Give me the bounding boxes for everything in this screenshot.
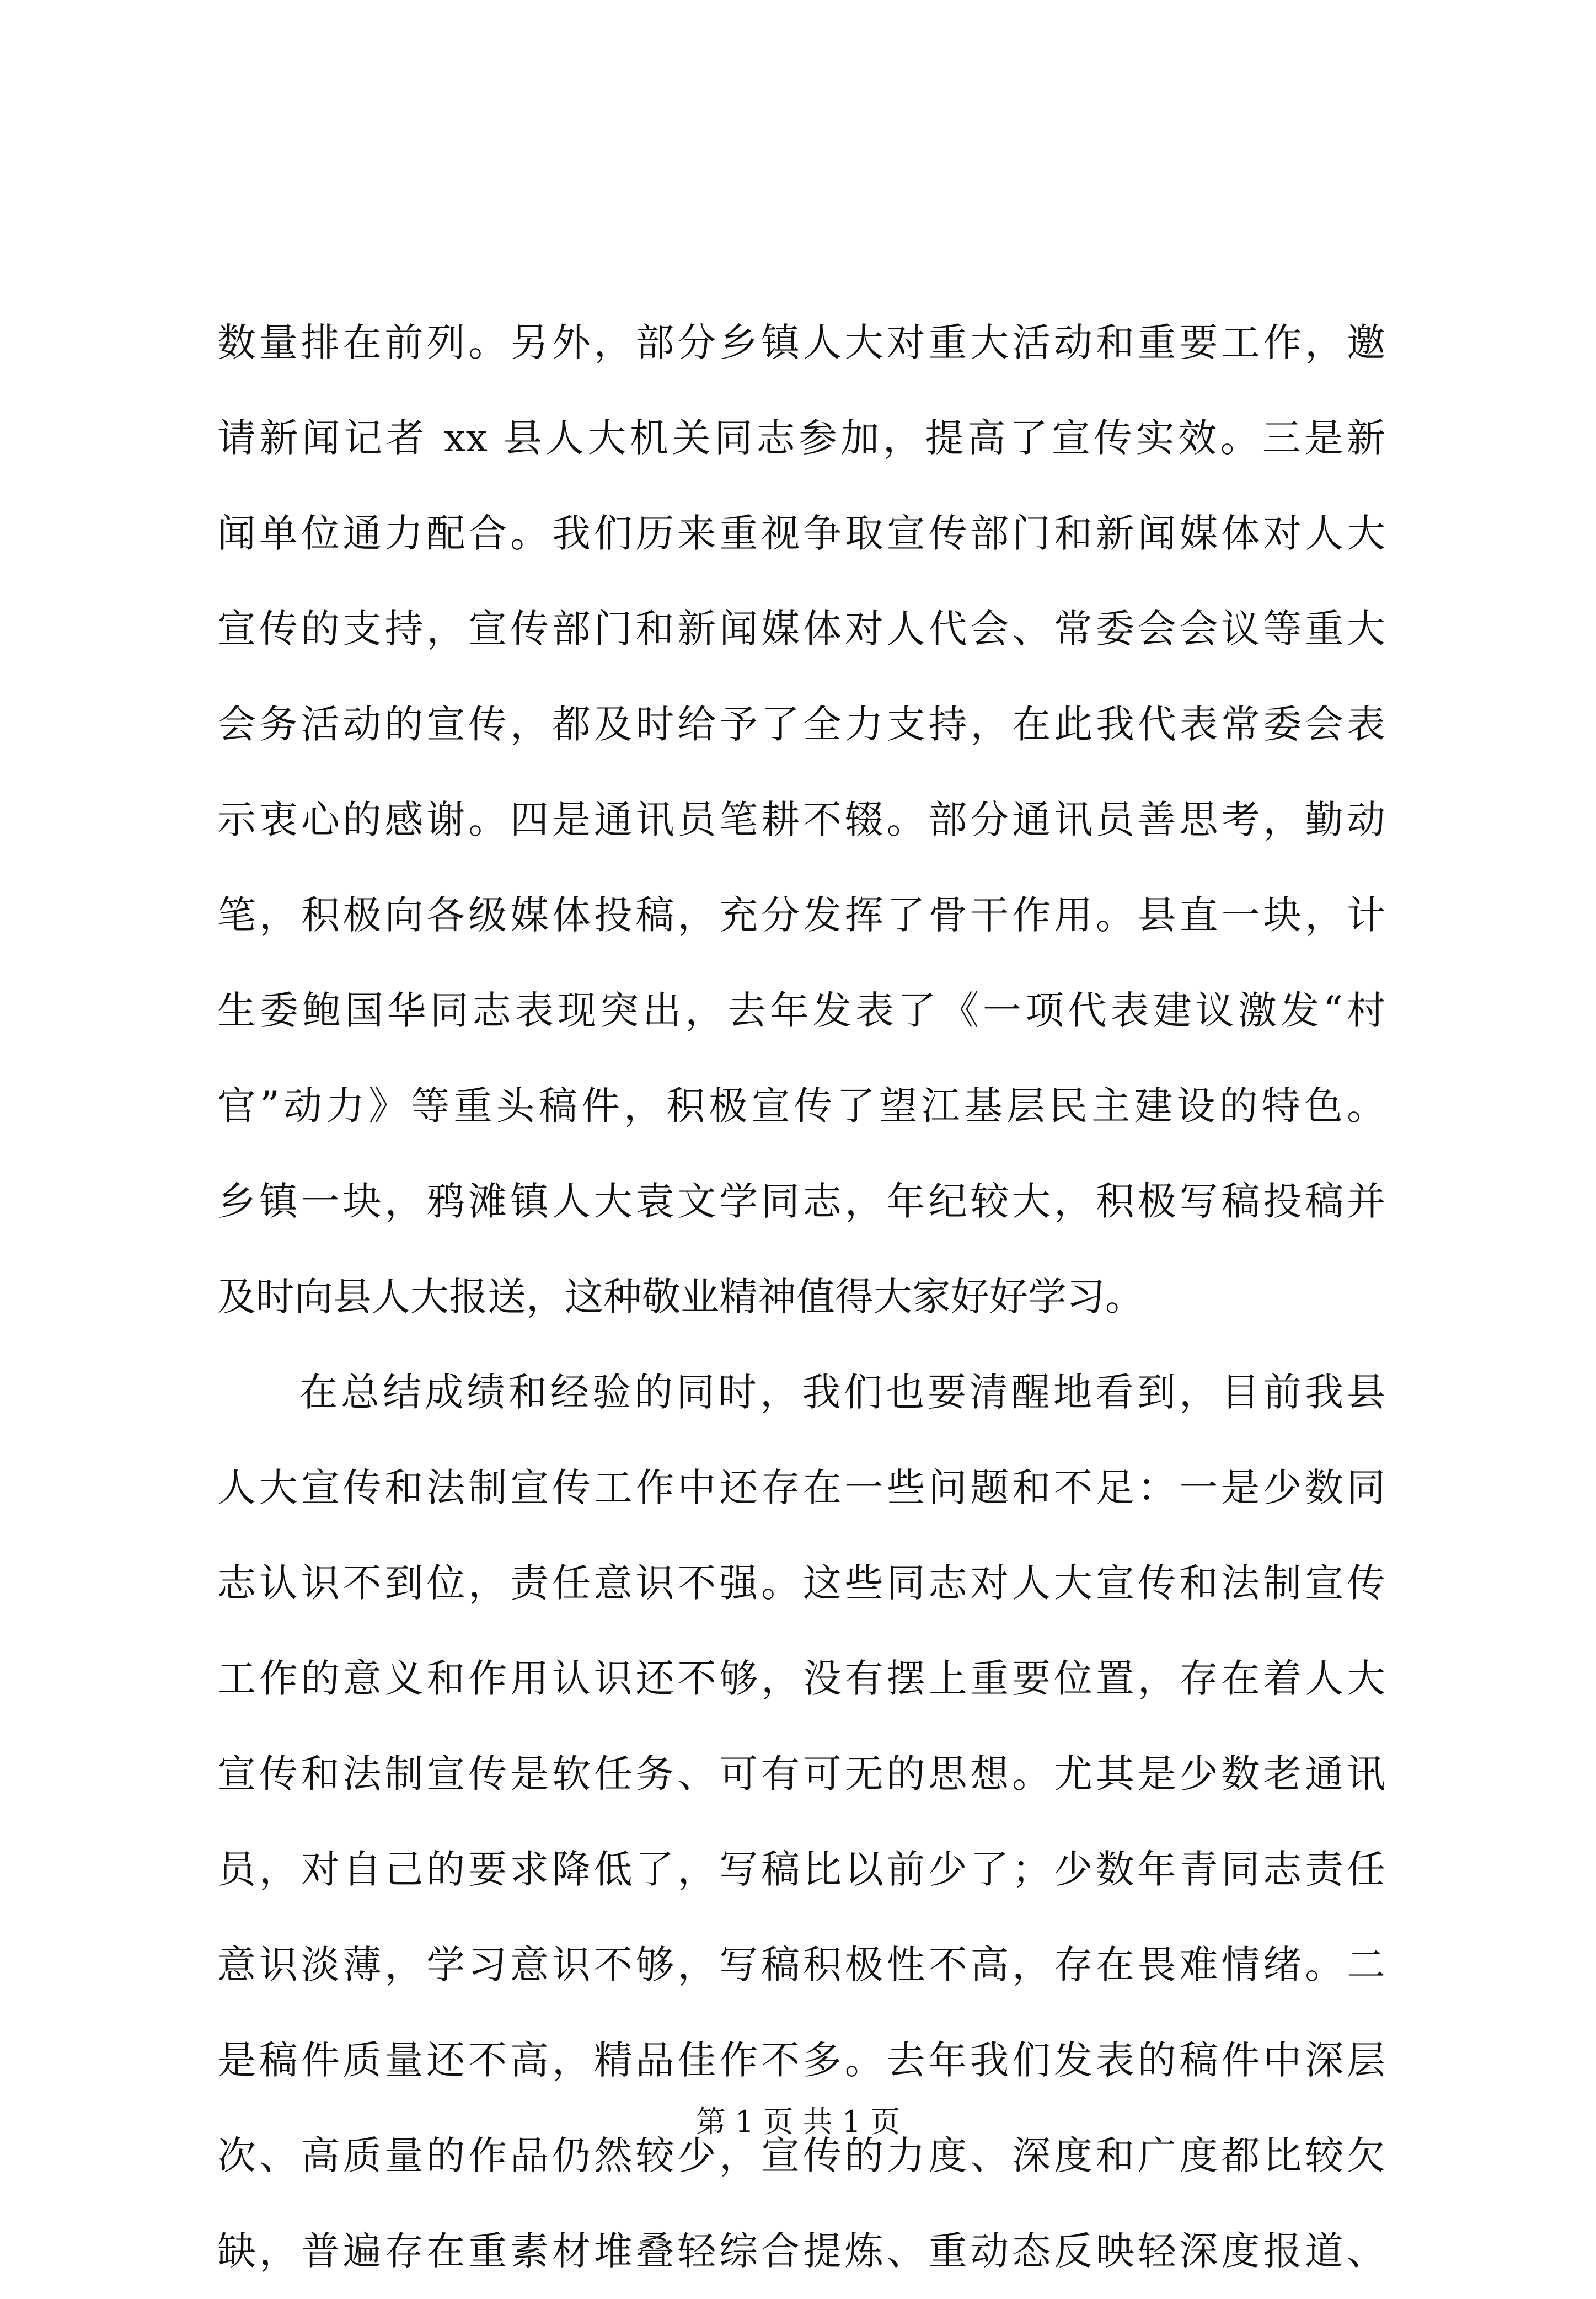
text-line: 宣传的支持，宣传部门和新闻媒体对人代会、常委会会议等重大 (217, 606, 1385, 651)
page-footer: 第 1 页 共 1 页 (695, 2104, 901, 2139)
text-line: 乡镇一块，鸦滩镇人大袁文学同志，年纪较大，积极写稿投稿并 (217, 1179, 1385, 1224)
text-line: 会务活动的宣传，都及时给予了全力支持，在此我代表常委会表 (217, 702, 1385, 747)
text-line: 在总结成绩和经验的同时，我们也要清醒地看到，目前我县 (299, 1370, 1385, 1415)
text-line: 数量排在前列。另外，部分乡镇人大对重大活动和重要工作，邀 (217, 320, 1385, 365)
text-line: 意识淡薄，学习意识不够，写稿积极性不高，存在畏难情绪。二 (217, 1942, 1385, 1987)
text-line: 请新闻记者 xx 县人大机关同志参加，提高了宣传实效。三是新 (217, 415, 1385, 461)
body-text (217, 295, 1385, 2299)
text-line: 生委鲍国华同志表现突出，去年发表了《一项代表建议激发“村 (217, 988, 1385, 1033)
text-line: 及时向县人大报送，这种敬业精神值得大家好好学习。 (217, 1274, 1144, 1319)
text-line: 宣传和法制宣传是软任务、可有可无的思想。尤其是少数老通讯 (217, 1751, 1385, 1797)
text-line: 笔，积极向各级媒体投稿，充分发挥了骨干作用。县直一块，计 (217, 892, 1385, 938)
text-line: 缺，普遍存在重素材堆叠轻综合提炼、重动态反映轻深度报道、 (217, 2228, 1385, 2274)
text-line: 官”动力》等重头稿件，积极宣传了望江基层民主建设的特色。 (217, 1083, 1385, 1129)
text-line: 员，对自己的要求降低了，写稿比以前少了；少数年青同志责任 (217, 1847, 1385, 1892)
text-line: 闻单位通力配合。我们历来重视争取宣传部门和新闻媒体对人大 (217, 511, 1385, 556)
text-line: 示衷心的感谢。四是通讯员笔耕不辍。部分通讯员善思考，勤动 (217, 797, 1385, 842)
text-line: 工作的意义和作用认识还不够，没有摆上重要位置，存在着人大 (217, 1656, 1385, 1701)
text-line: 志认识不到位，责任意识不强。这些同志对人大宣传和法制宣传 (217, 1560, 1385, 1606)
text-line: 人大宣传和法制宣传工作中还存在一些问题和不足：一是少数同 (217, 1465, 1385, 1510)
text-line: 次、高质量的作品仍然较少，宣传的力度、深度和广度都比较欠 (217, 2133, 1385, 2178)
text-line: 是稿件质量还不高，精品佳作不多。去年我们发表的稿件中深层 (217, 2038, 1385, 2083)
